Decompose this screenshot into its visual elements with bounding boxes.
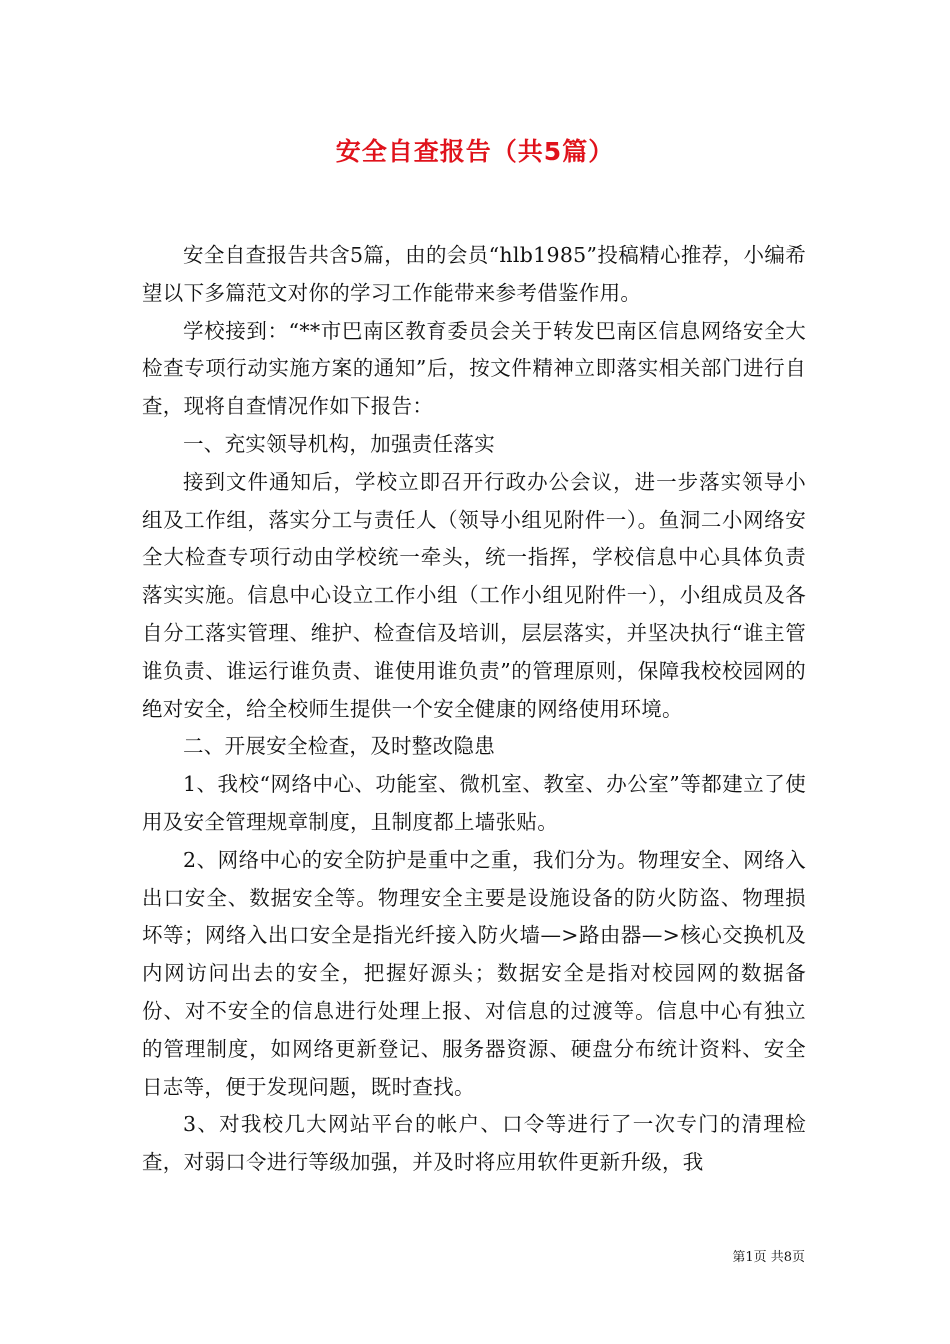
paragraph-item-3: 3、对我校几大网站平台的帐户、口令等进行了一次专门的清理检查，对弱口令进行等级加强，并及时将应用软件更新升级，我 (142, 1112, 806, 1175)
document-title: 安全自查报告（共5篇） (335, 137, 615, 166)
paragraph-notice: 学校接到：“**市巴南区教育委员会关于转发巴南区信息网络安全大检查专项行动实施方案的通知”后，按文件精神立即落实相关部门进行自查，现将自查情况作如下报告： (142, 318, 806, 419)
page-number: 第1页 共8页 (732, 1250, 805, 1265)
paragraph-item-1: 1、我校“网络中心、功能室、微机室、教室、办公室”等都建立了使用及安全管理规章制度，且制度都上墙张贴。 (142, 772, 806, 834)
section-heading-1: 一、充实领导机构，加强责任落实 (183, 431, 495, 456)
document-body (142, 237, 806, 1182)
paragraph-leadership: 接到文件通知后，学校立即召开行政办公会议，进一步落实领导小组及工作组，落实分工与责任人（领导小组见附件一）。鱼洞二小网络安全大检查专项行动由学校统一牵头，统一指挥，学校信息中心具体负责落实实施。信息中心设立工作小组（工作小组见附件一），小组成员及各自分工落实管理、维护、检查信及培训，层层落实，并坚决执行“谁主管谁负责、谁运行谁负责、谁使用谁负责”的管理原则，保障我校校园网的绝对安全，给全校师生提供一个安全健康的网络使用环境。 (142, 469, 806, 721)
section-heading-2: 二、开展安全检查，及时整改隐患 (183, 734, 495, 759)
paragraph-item-2: 2、网络中心的安全防护是重中之重，我们分为。物理安全、网络入出口安全、数据安全等。物理安全主要是设施设备的防火防盗、物理损坏等；网络入出口安全是指光纤接入防火墙—>路由器—>核心交换机及内网访问出去的安全，把握好源头；数据安全是指对校园网的数据备份、对不安全的信息进行处理上报、对信息的过渡等。信息中心有独立的管理制度，如网络更新登记、服务器资源、硬盘分布统计资料、安全日志等，便于发现问题，既时查找。 (142, 847, 806, 1099)
paragraph-intro: 安全自查报告共含5篇，由的会员“hlb1985”投稿精心推荐，小编希望以下多篇范文对你的学习工作能带来参考借鉴作用。 (142, 243, 806, 305)
